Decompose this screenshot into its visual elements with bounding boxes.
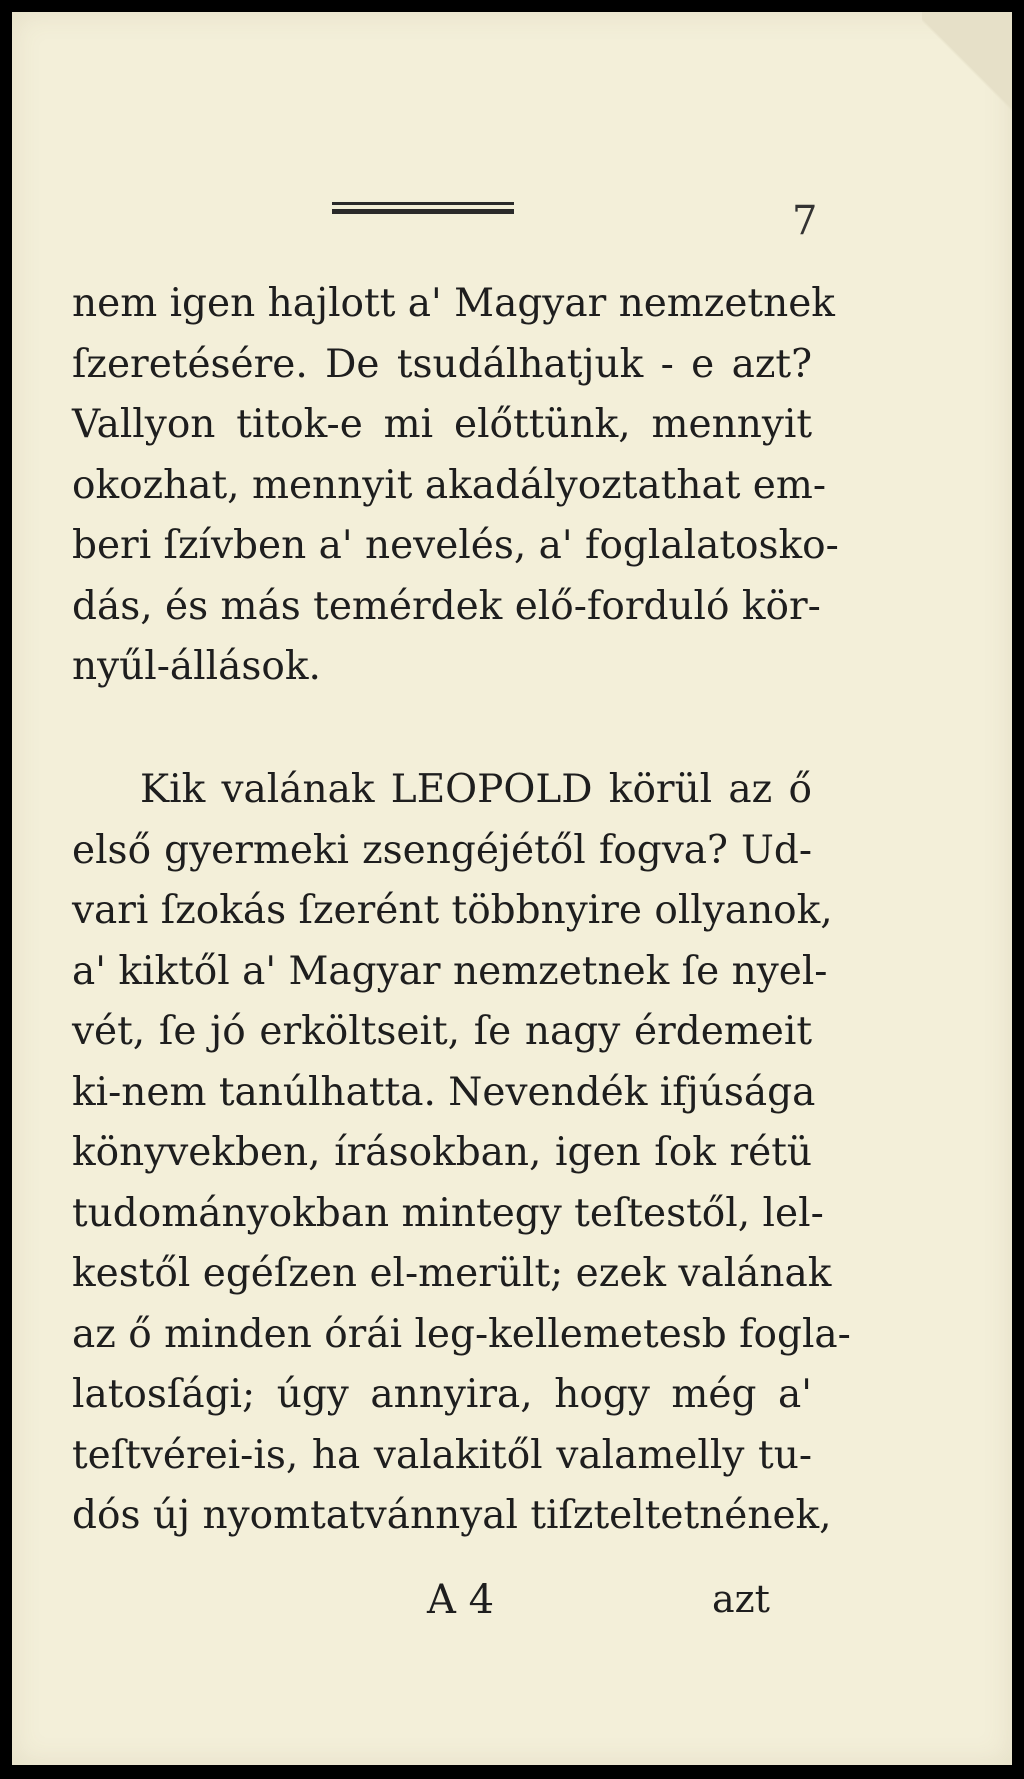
text-line: dós új nyomtatvánnyal tiſzteltetnének, bbox=[72, 1493, 832, 1538]
text-line: dás, és más temérdek elő-forduló kör- bbox=[72, 583, 821, 629]
catchword: azt bbox=[712, 1577, 770, 1621]
text-line: ſzeretésére. De tsudálhatjuk - e azt? bbox=[72, 341, 812, 387]
text-line: nyűl-állások. bbox=[72, 644, 321, 689]
text-line: nem igen hajlott a' Magyar nemzetnek bbox=[72, 281, 835, 326]
text-line: első gyermeki zsengéjétől fogva? Ud- bbox=[72, 827, 812, 873]
text-line: a' kiktől a' Magyar nemzetnek ſe nyel- bbox=[72, 948, 828, 994]
text-line: vari ſzokás ſzerént többnyire ollyanok, bbox=[72, 888, 833, 933]
book-page bbox=[12, 12, 1012, 1765]
header-rule-thin bbox=[332, 202, 514, 205]
signature-mark: A 4 bbox=[427, 1577, 495, 1623]
text-line: Vallyon titok-e mi előttünk, mennyit bbox=[72, 402, 812, 447]
text-line: vét, ſe jó erköltseit, ſe nagy érdemeit bbox=[72, 1009, 812, 1054]
header-rule-thick bbox=[332, 209, 514, 214]
page-fold-corner bbox=[922, 12, 1012, 122]
text-line: teſtvérei-is, ha valakitől valamelly tu- bbox=[72, 1432, 812, 1478]
text-line: Kik valának LEOPOLD körül az ő bbox=[140, 767, 812, 812]
text-line: könyvekben, írásokban, igen ſok rétü bbox=[72, 1130, 812, 1175]
paragraph-1 bbox=[72, 274, 839, 698]
page-number: 7 bbox=[792, 198, 818, 244]
text-line: ki-nem tanúlhatta. Nevendék ifjúsága bbox=[72, 1069, 816, 1115]
paragraph-2 bbox=[72, 760, 851, 1547]
text-line: latosſági; úgy annyira, hogy még a' bbox=[72, 1372, 812, 1417]
text-line: kestől egéſzen el-merült; ezek valának bbox=[72, 1251, 832, 1296]
text-line: beri ſzívben a' nevelés, a' foglalatosko- bbox=[72, 523, 839, 568]
text-line: tudományokban mintegy teſtestől, lel- bbox=[72, 1190, 824, 1236]
text-line: okozhat, mennyit akadályoztathat em- bbox=[72, 462, 827, 508]
text-line: az ő minden órái leg-kellemetesb fogla- bbox=[72, 1311, 851, 1357]
